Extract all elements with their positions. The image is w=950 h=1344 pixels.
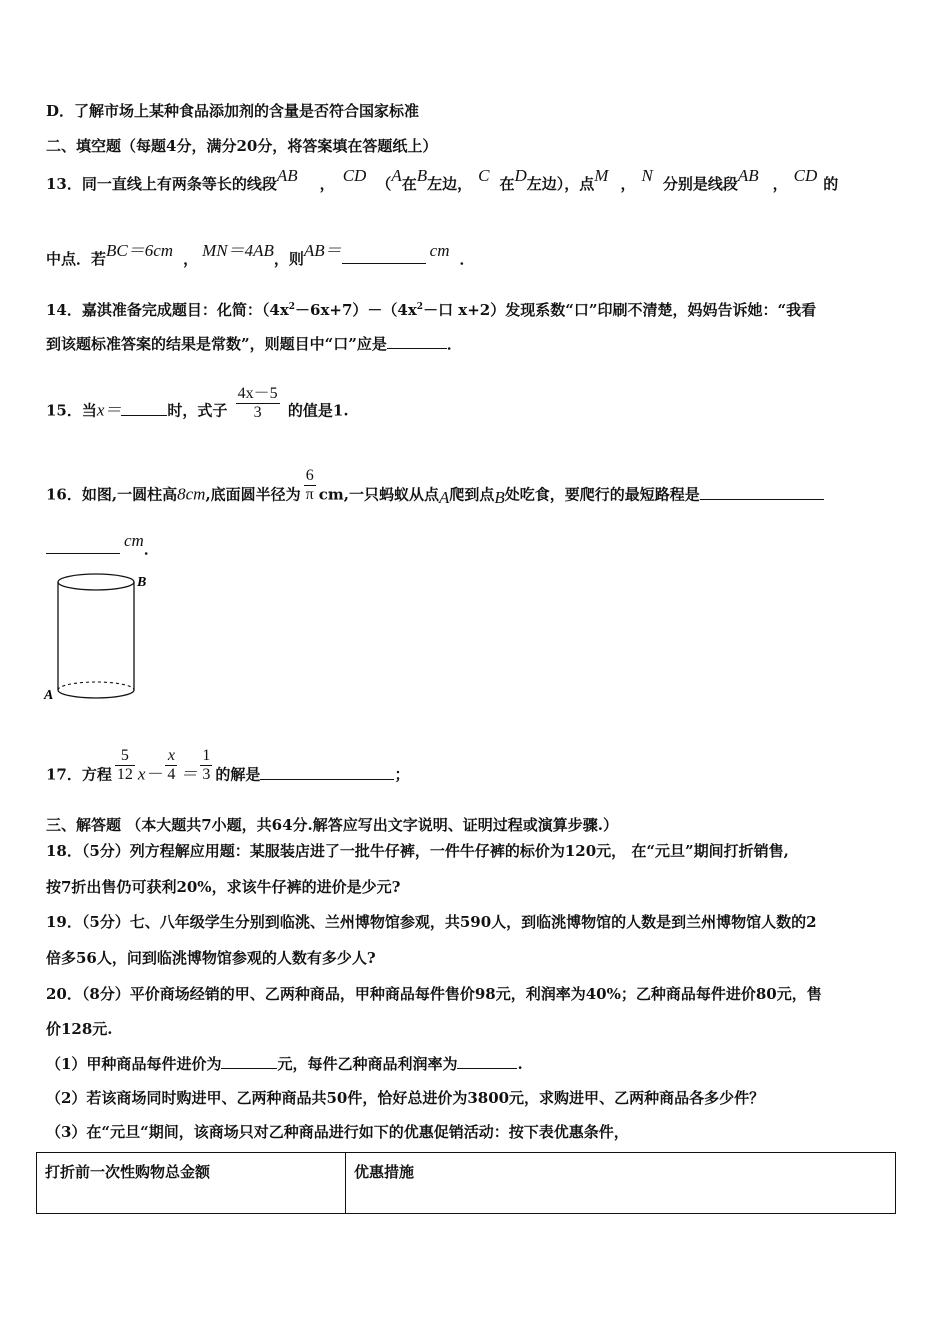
- q20-line-1: 20．（8分）平价商场经销的甲、乙两种商品，甲种商品每件售价98元，利润率为40%；乙种商品每件进价80元，售: [46, 985, 822, 1003]
- q17-fraction-2: $\frac{x}{4}$: [167, 747, 176, 783]
- q20-part-1: （1）甲种商品每件进价为 元，每件乙种商品利润率为 .: [46, 1055, 523, 1073]
- q13-line-2: 中点．若BC＝6cm ， MN＝4AB，则AB＝ cm ．: [46, 241, 475, 268]
- table-header-discount: 优惠措施: [346, 1153, 896, 1214]
- table-header-amount: 打折前一次性购物总金额: [37, 1153, 346, 1214]
- q13-line-1: 13．同一直线上有两条等长的线段AB ， CD （A在B左边， C 在D左边），点M ， N 分别是线段AB ， CD 的: [46, 166, 839, 193]
- q17-fraction-1: $\frac{5}{12}$: [116, 747, 133, 783]
- cylinder-figure: [40, 565, 160, 705]
- q16-answer-blank-cont[interactable]: [46, 553, 120, 554]
- q16-fraction: $\frac{6}{\pi}$: [305, 467, 314, 503]
- q13-answer-blank[interactable]: [342, 263, 426, 264]
- q18-line-1: 18．（5分）列方程解应用题：某服装店进了一批牛仔裤，一件牛仔裤的标价为120元， 在“元旦”期间打折销售,: [46, 842, 789, 860]
- point-a-label: A: [44, 688, 54, 703]
- q15-answer-blank[interactable]: [121, 415, 167, 416]
- cylinder-bottom-front: [58, 690, 134, 698]
- q14-line-2: 到该题标准答案的结果是常数”，则题目中“口”应是 ．: [46, 335, 462, 353]
- q19-line-2: 倍多56人，问到临洮博物馆参观的人数有多少人?: [46, 949, 376, 967]
- section-2-heading: 二、填空题（每题4分，满分20分，将答案填在答题纸上）: [46, 137, 438, 155]
- q14-answer-blank[interactable]: [387, 348, 447, 349]
- q17: 17．方程 $\frac{5}{12}$ x－ $\frac{x}{4}$ ＝ $\frac{1}{3}$ 的解是 ；: [46, 747, 410, 784]
- discount-table: [36, 1152, 896, 1214]
- table-row: [37, 1153, 896, 1214]
- q15-fraction: $\frac{4x-5}{3}$: [237, 385, 278, 421]
- q17-answer-blank[interactable]: [260, 779, 394, 780]
- option-d: D．了解市场上某种食品添加剂的含量是否符合国家标准: [46, 102, 420, 120]
- q17-fraction-3: $\frac{1}{3}$: [202, 747, 211, 783]
- q20-1-blank-b[interactable]: [457, 1068, 517, 1069]
- cylinder-bottom-back: [58, 682, 134, 690]
- q20-1-blank-a[interactable]: [221, 1068, 277, 1069]
- q14-line-1: 14．嘉淇准备完成题目：化简：$(4x^2-6x+7)-(4x^2-$口 x+2）发现系数“口”印刷不清楚，妈妈告诉她：“我看: [46, 301, 817, 319]
- cylinder-top-ellipse: [58, 574, 134, 590]
- q16-line-2: cm．: [46, 539, 159, 559]
- section-3-heading: 三、解答题 （本大题共7小题，共64分.解答应写出文字说明、证明过程或演算步骤.）: [46, 816, 618, 834]
- point-b-label: B: [137, 575, 147, 590]
- q20-line-2: 价128元.: [46, 1020, 113, 1038]
- q18-line-2: 按7折出售仍可获利20%，求该牛仔裤的进价是少元?: [46, 878, 401, 896]
- q20-part-2: （2）若该商场同时购进甲、乙两种商品共50件，恰好总进价为3800元，求购进甲、乙两种商品各多少件？: [46, 1089, 765, 1107]
- q16-answer-blank[interactable]: [700, 499, 824, 500]
- q16-line-1: 16．如图,一圆柱高8cm,底面圆半径为 $\frac{6}{\pi}$ cm,一只蚂蚁从点A爬到点B处吃食，要爬行的最短路程是: [46, 477, 824, 514]
- q19-line-1: 19．（5分）七、八年级学生分别到临洮、兰州博物馆参观，共590人，到临洮博物馆的人数是到兰州博物馆人数的2: [46, 913, 817, 931]
- q15: 15．当x＝ 时，式子 $\frac{4x-5}{3}$ 的值是1.: [46, 385, 349, 421]
- q20-part-3: （3）在“元旦“期间，该商场只对乙种商品进行如下的优惠促销活动：按下表优惠条件，: [46, 1123, 629, 1141]
